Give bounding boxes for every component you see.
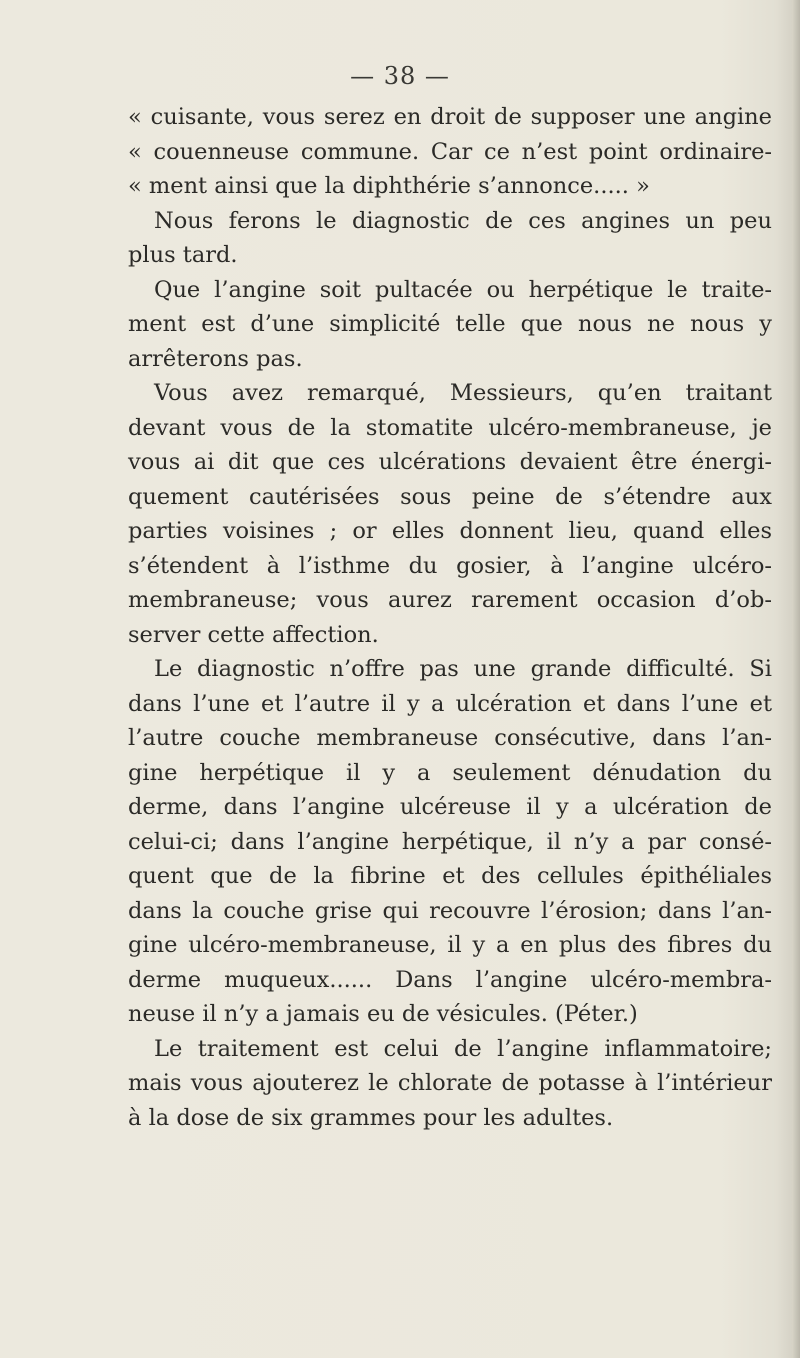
text-line: celui-ci; dans l’angine herpétique, il n’y a par consé- — [128, 828, 772, 855]
text-line: Le diagnostic n’offre pas une grande difficulté. Si — [154, 656, 772, 682]
page-edge-shadow — [792, 0, 800, 1358]
text-line: Le traitement est celui de l’angine inflammatoire; — [154, 1035, 772, 1062]
text-line: Que l’angine soit pultacée ou herpétique le traite- — [154, 276, 772, 303]
body-text — [128, 100, 772, 1135]
text-line: à la dose de six grammes pour les adultes. — [128, 1104, 614, 1131]
text-line: Vous avez remarqué, Messieurs, qu’en traitant — [154, 380, 772, 406]
text-line: derme, dans l’angine ulcéreuse il y a ulcération de — [128, 794, 772, 820]
text-line: parties voisines ; or elles donnent lieu, quand elles — [128, 518, 772, 544]
text-line: plus tard. — [128, 242, 238, 268]
text-line: l’autre couche membraneuse consécutive, dans l’an- — [128, 725, 772, 751]
page-number: — 38 — — [350, 62, 450, 90]
text-line: neuse il n’y a jamais eu de vésicules. (Péter.) — [128, 1001, 638, 1027]
text-line: server cette affection. — [128, 621, 379, 648]
text-line: dans l’une et l’autre il y a ulcération et dans l’une et — [128, 690, 772, 717]
text-line: « ment ainsi que la diphthérie s’annonce..... » — [128, 173, 650, 199]
text-line: membraneuse; vous aurez rarement occasion d’ob- — [128, 587, 772, 613]
text-line: mais vous ajouterez le chlorate de potasse à l’intérieur — [128, 1070, 772, 1096]
text-line: « couenneuse commune. Car ce n’est point ordinaire- — [128, 138, 772, 165]
text-line: vous ai dit que ces ulcérations devaient être énergi- — [128, 449, 772, 475]
text-line: derme muqueux...... Dans l’angine ulcéro-membra- — [128, 966, 772, 993]
text-line: s’étendent à l’isthme du gosier, à l’angine ulcéro- — [128, 552, 772, 579]
text-line: gine ulcéro-membraneuse, il y a en plus des fibres du — [128, 932, 772, 958]
text-line: arrêterons pas. — [128, 345, 303, 372]
text-line: quent que de la fibrine et des cellules épithéliales — [128, 863, 772, 889]
text-line: « cuisante, vous serez en droit de supposer une angine — [128, 104, 772, 130]
text-line: dans la couche grise qui recouvre l’érosion; dans l’an- — [128, 897, 772, 924]
text-line: ment est d’une simplicité telle que nous ne nous y — [128, 311, 772, 337]
text-line: gine herpétique il y a seulement dénudation du — [128, 759, 772, 786]
text-line: devant vous de la stomatite ulcéro-membraneuse, je — [128, 414, 772, 441]
text-line: Nous ferons le diagnostic de ces angines un peu — [154, 207, 772, 234]
text-line: quement cautérisées sous peine de s’étendre aux — [128, 483, 772, 510]
